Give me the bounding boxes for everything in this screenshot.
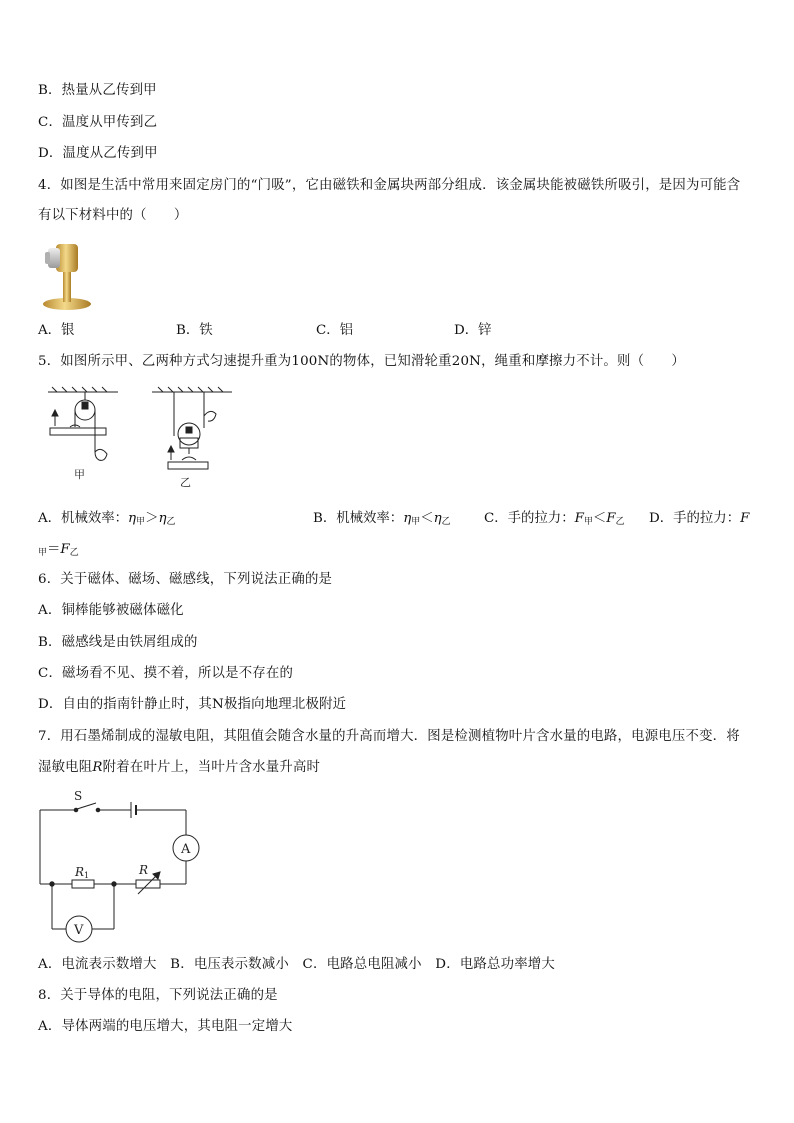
- q6-option-a: A．铜棒能够被磁体磁化: [38, 603, 184, 618]
- q4-option-a: A．银: [38, 323, 75, 338]
- pulley-label-jia: 甲: [74, 468, 85, 481]
- q4-option-c: C．铝: [316, 323, 354, 338]
- q5-option-b: B．机械效率：$\eta_甲<\eta_乙$: [313, 511, 451, 527]
- resistor-r1-subscript: 1: [84, 871, 90, 880]
- question-8-stem: 8．关于导体的电阻，下列说法正确的是: [38, 988, 278, 1003]
- question-5-stem: 5．如图所示甲、乙两种方式匀速提升重为100N的物体，已知滑轮重20N，绳重和摩擦力不计。则（ ）: [38, 354, 685, 369]
- q5-option-a: A．机械效率：$\eta_甲>\eta_乙$: [38, 511, 176, 527]
- q4-option-b: B．铁: [176, 323, 213, 338]
- q5-option-d: D．手的拉力：F: [649, 511, 750, 526]
- pulley-diagram: [40, 386, 240, 490]
- question-4-stem-1: 4．如图是生活中常用来固定房门的“门吸”，它由磁铁和金属块两部分组成．该金属块能被磁铁所吸引，是因为可能含: [38, 178, 741, 193]
- resistor-r1-label: R: [75, 865, 85, 879]
- question-7-stem-1: 7．用石墨烯制成的湿敏电阻，其阻值会随含水量的升高而增大．图是检测植物叶片含水量的电路，电源电压不变．将: [38, 729, 740, 744]
- q8-option-a: A．导体两端的电压增大，其电阻一定增大: [38, 1019, 293, 1034]
- option-d-temp: D．温度从乙传到甲: [38, 146, 158, 161]
- voltmeter-label: V: [74, 923, 84, 938]
- question-6-stem: 6．关于磁体、磁场、磁感线，下列说法正确的是: [38, 572, 333, 587]
- q6-option-b: B．磁感线是由铁屑组成的: [38, 635, 198, 650]
- option-b-heat: B．热量从乙传到甲: [38, 83, 157, 98]
- q6-option-d: D．自由的指南针静止时，其N极指向地理北极附近: [38, 697, 347, 712]
- humidity-resistor-label: R: [139, 863, 149, 877]
- switch-label: S: [74, 789, 83, 803]
- q5-option-d-continued: $_甲=F_乙$: [38, 542, 79, 558]
- door-stopper-image: [40, 238, 98, 312]
- question-7-stem-2: 湿敏电阻R附着在叶片上，当叶片含水量升高时: [38, 760, 321, 775]
- circuit-diagram: [36, 786, 206, 946]
- option-c-temp: C．温度从甲传到乙: [38, 115, 158, 130]
- q7-options: A．电流表示数增大 B．电压表示数减小 C．电路总电阻减小 D．电路总功率增大: [38, 957, 555, 972]
- q5-option-c: C．手的拉力：$F_甲<F_乙$: [484, 511, 625, 527]
- ammeter-label: A: [181, 842, 191, 857]
- q6-option-c: C．磁场看不见、摸不着，所以是不存在的: [38, 666, 294, 681]
- question-4-stem-2: 有以下材料中的（ ）: [38, 208, 188, 223]
- q4-option-d: D．锌: [454, 323, 492, 338]
- pulley-label-yi: 乙: [180, 476, 191, 489]
